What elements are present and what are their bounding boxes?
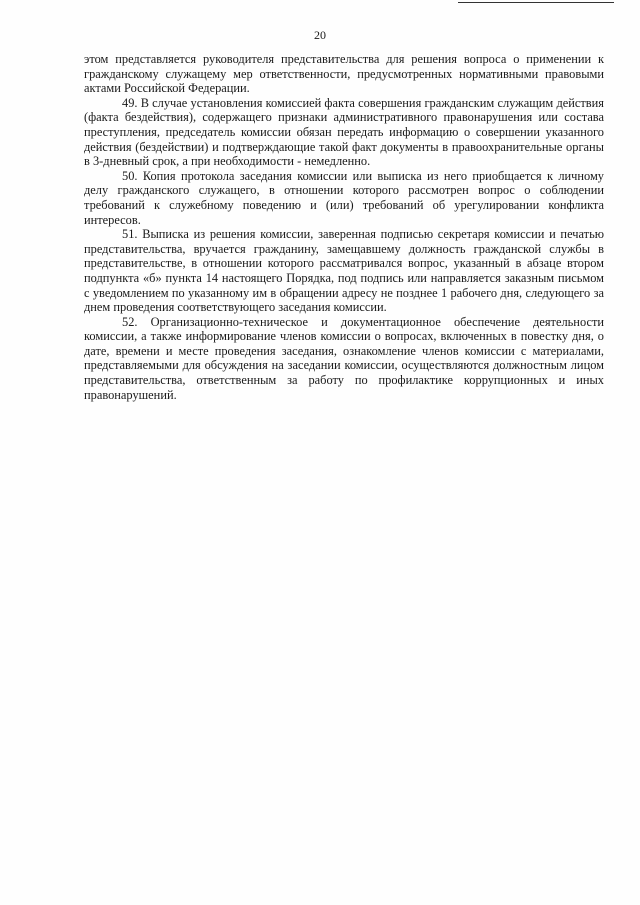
paragraph-51: 51. Выписка из решения комиссии, заверенная подписью секретаря комиссии и печатью представительства, вручается гражданину, замещавшему должность гражданской службы в представительстве, в отношении которого рассматривался вопрос, указанный в абзаце втором подпункта «б» пункта 14 настоящего Порядка, под подпись или направляется заказным письмом с уведомлением по указанному им в обращении адресу не позднее 1 рабочего дня, следующего за днем проведения соответствующего заседания комиссии.: [84, 227, 604, 315]
header-rule: [458, 2, 614, 3]
paragraph-52: 52. Организационно-техническое и документационное обеспечение деятельности комиссии, а также информирование членов комиссии о вопросах, включенных в повестку дня, о дате, времени и месте проведения заседания, ознакомление членов комиссии с материалами, представляемыми для обсуждения на заседании комиссии, осуществляются должностным лицом представительства, ответственным за работу по профилактике коррупционных и иных правонарушений.: [84, 314, 604, 402]
paragraph-50: 50. Копия протокола заседания комиссии или выписка из него приобщается к личному делу гражданского служащего, в отношении которого рассмотрен вопрос о соблюдении требований к служебному поведению и (или) требований об урегулировании конфликта интересов.: [84, 168, 604, 227]
paragraph-49: 49. В случае установления комиссией факта совершения гражданским служащим действия (факта бездействия), содержащего признаки административного правонарушения или состава преступления, председатель комиссии обязан передать информацию о совершении указанного действия (бездействии) и подтверждающие такой факт документы в правоохранительные органы в 3-дневный срок, а при необходимости - немедленно.: [84, 95, 604, 169]
paragraph-continuation: этом представляется руководителя представительства для решения вопроса о применении к гражданскому служащему мер ответственности, предусмотренных нормативными правовыми актами Российской Федерации.: [84, 52, 604, 96]
page-number: 20: [314, 28, 326, 42]
document-body: [84, 52, 604, 402]
